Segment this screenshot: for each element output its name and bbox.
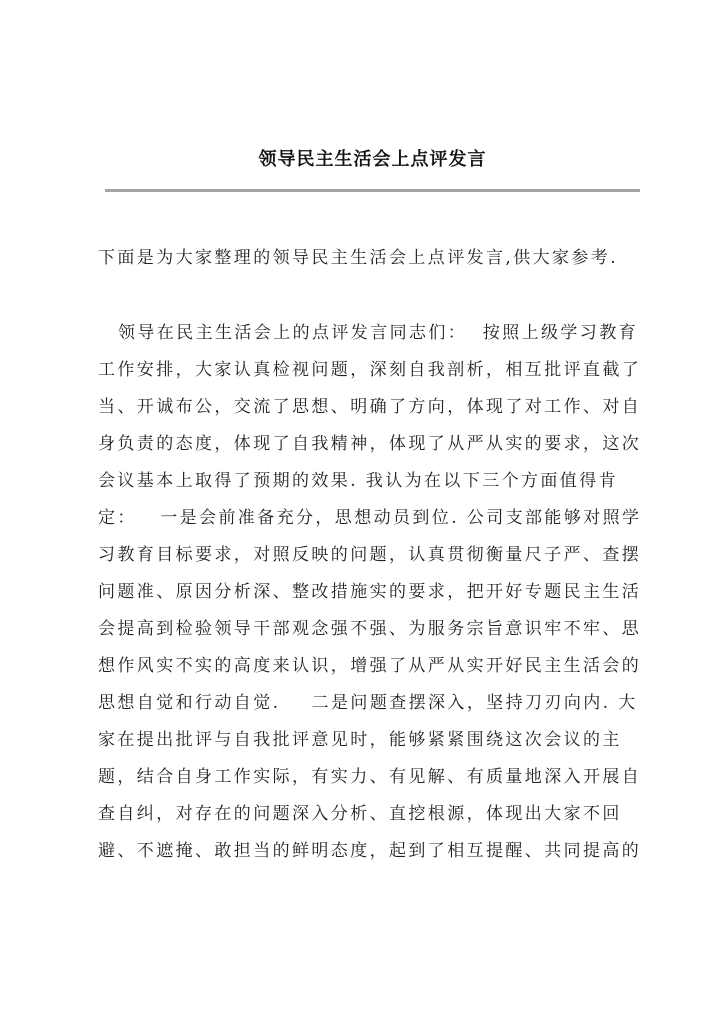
body-line: 思想自觉和行动自觉. 二是问题查摆深入，坚持刀刃向内. 大: [98, 693, 638, 713]
document-title: 领导民主生活会上点评发言: [258, 149, 487, 170]
body-line: 身负责的态度，体现了自我精神，体现了从严从实的要求，这次: [98, 434, 642, 454]
body-line: 会议基本上取得了预期的效果. 我认为在以下三个方面值得肯: [98, 471, 619, 491]
body-line: 家在提出批评与自我批评意见时，能够紧紧围绕这次会议的主: [98, 730, 622, 750]
body-line: 工作安排，大家认真检视问题，深刻自我剖析，相互批评直截了: [98, 360, 642, 380]
intro-text: 下面是为大家整理的领导民主生活会上点评发言,供大家参考.: [98, 248, 619, 268]
body-line: 避、不遮掩、敢担当的鲜明态度，起到了相互提醒、共同提高的: [98, 841, 642, 861]
body-line: 习教育目标要求，对照反映的问题，认真贯彻衡量尺子严、查摆: [98, 545, 642, 565]
title-divider: [105, 189, 640, 192]
body-line: 当、开诚布公，交流了思想、明确了方向，体现了对工作、对自: [98, 397, 642, 417]
body-line: 查自纠，对存在的问题深入分析、直挖根源，体现出大家不回: [98, 804, 622, 824]
body-line: 想作风实不实的高度来认识，增强了从严从实开好民主生活会的: [98, 656, 642, 676]
body-line: 定： 一是会前准备充分，思想动员到位. 公司支部能够对照学: [98, 508, 642, 528]
body-line: 会提高到检验领导干部观念强不强、为服务宗旨意识牢不牢、思: [98, 619, 642, 639]
body-line: 题，结合自身工作实际，有实力、有见解、有质量地深入开展自: [98, 767, 642, 787]
body-line: 领导在民主生活会上的点评发言同志们： 按照上级学习教育: [118, 323, 639, 343]
body-paragraph: [98, 315, 644, 870]
body-line: 问题准、原因分析深、整改措施实的要求，把开好专题民主生活: [98, 582, 642, 602]
